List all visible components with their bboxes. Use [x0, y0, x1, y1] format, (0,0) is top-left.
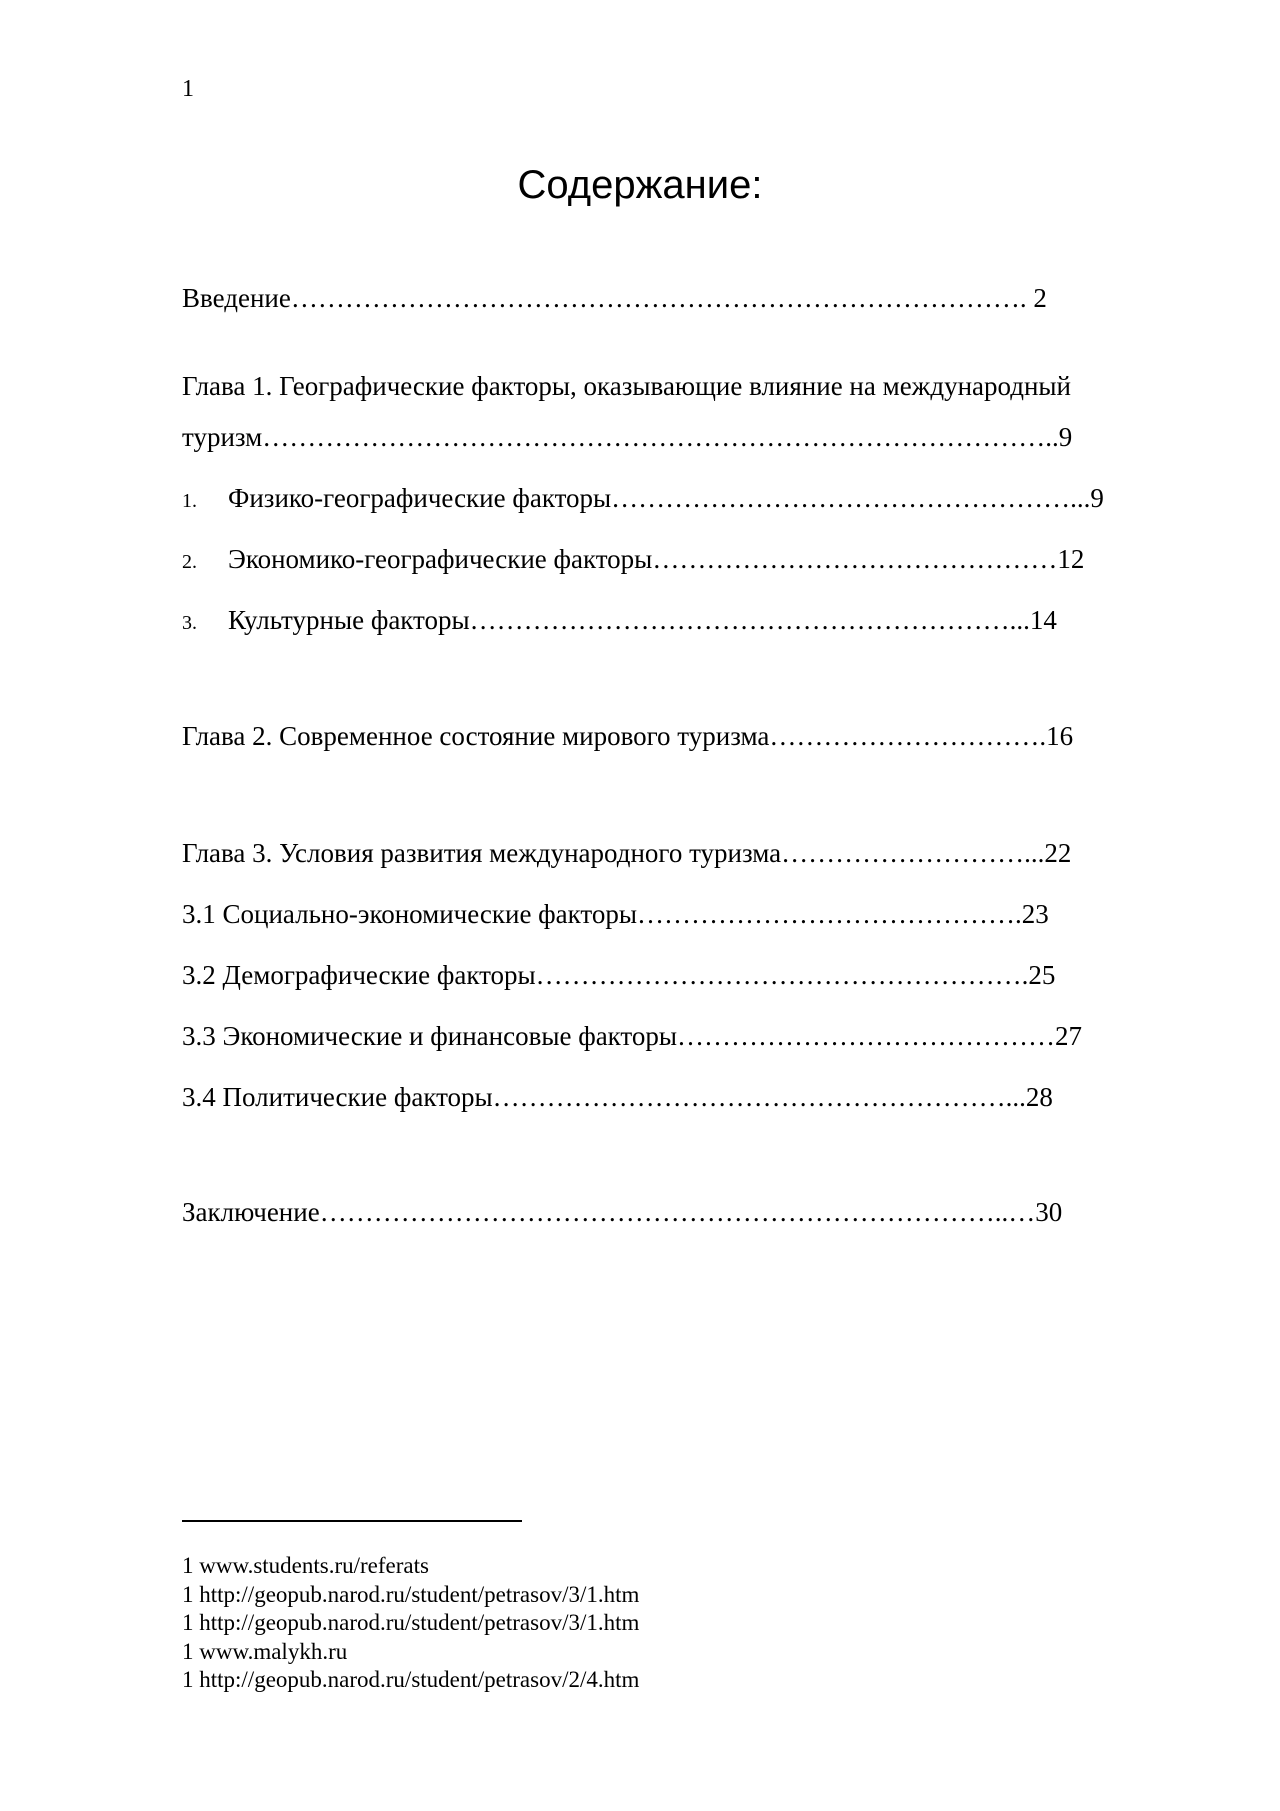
footnote-separator — [182, 1520, 522, 1522]
page-number: 1 — [182, 76, 194, 102]
toc-subsection-1 — [182, 481, 1104, 518]
toc-chapter-1-line-2: туризм……………………………………………………………………………..9 — [182, 422, 1073, 452]
toc-subsection-number: 2. — [182, 551, 197, 573]
toc-chapter-2: Глава 2. Современное состояние мирового туризма………………………….16 — [182, 721, 1074, 751]
toc-section-3-2: 3.2 Демографические факторы……………………………………………….25 — [182, 960, 1056, 990]
toc-subsection-2 — [182, 542, 1084, 579]
toc-section-3-4: 3.4 Политические факторы…………………………………………………...28 — [182, 1082, 1053, 1112]
footnote: 1 www.students.ru/referats — [182, 1553, 429, 1578]
toc-subsection-number: 3. — [182, 612, 197, 634]
toc-subsection-text: Физико-географические факторы……………………………………………...9 — [228, 483, 1104, 513]
footnotes — [182, 1552, 639, 1695]
toc-subsection-text: Экономико-географические факторы………………………………………12 — [228, 544, 1085, 574]
toc-intro: Введение………………………………………………………………………. 2 — [182, 283, 1047, 313]
footnote: 1 http://geopub.narod.ru/student/petrasov/3/1.htm — [182, 1610, 640, 1635]
footnote: 1 http://geopub.narod.ru/student/petrasov/3/1.htm — [182, 1581, 640, 1607]
toc-chapter-3: Глава 3. Условия развития международного туризма………………………...22 — [182, 838, 1072, 868]
toc-conclusion: Заключение…………………………………………………………………..…30 — [182, 1197, 1063, 1227]
toc-chapter-1-line-1: Глава 1. Географические факторы, оказывающие влияние на международный — [182, 371, 1072, 401]
toc-subsection-3 — [182, 603, 1057, 640]
toc-section-3-3: 3.3 Экономические и финансовые факторы……………………………………27 — [182, 1021, 1083, 1051]
toc-subsection-number: 1. — [182, 490, 197, 512]
footnote: 1 www.malykh.ru — [182, 1638, 348, 1664]
page-title: Содержание: — [517, 163, 763, 207]
footnote: 1 http://geopub.narod.ru/student/petrasov/2/4.htm — [182, 1667, 640, 1692]
toc-section-3-1: 3.1 Социально-экономические факторы…………………………………….23 — [182, 899, 1049, 929]
toc-subsection-text: Культурные факторы……………………………………………………...14 — [228, 605, 1057, 635]
